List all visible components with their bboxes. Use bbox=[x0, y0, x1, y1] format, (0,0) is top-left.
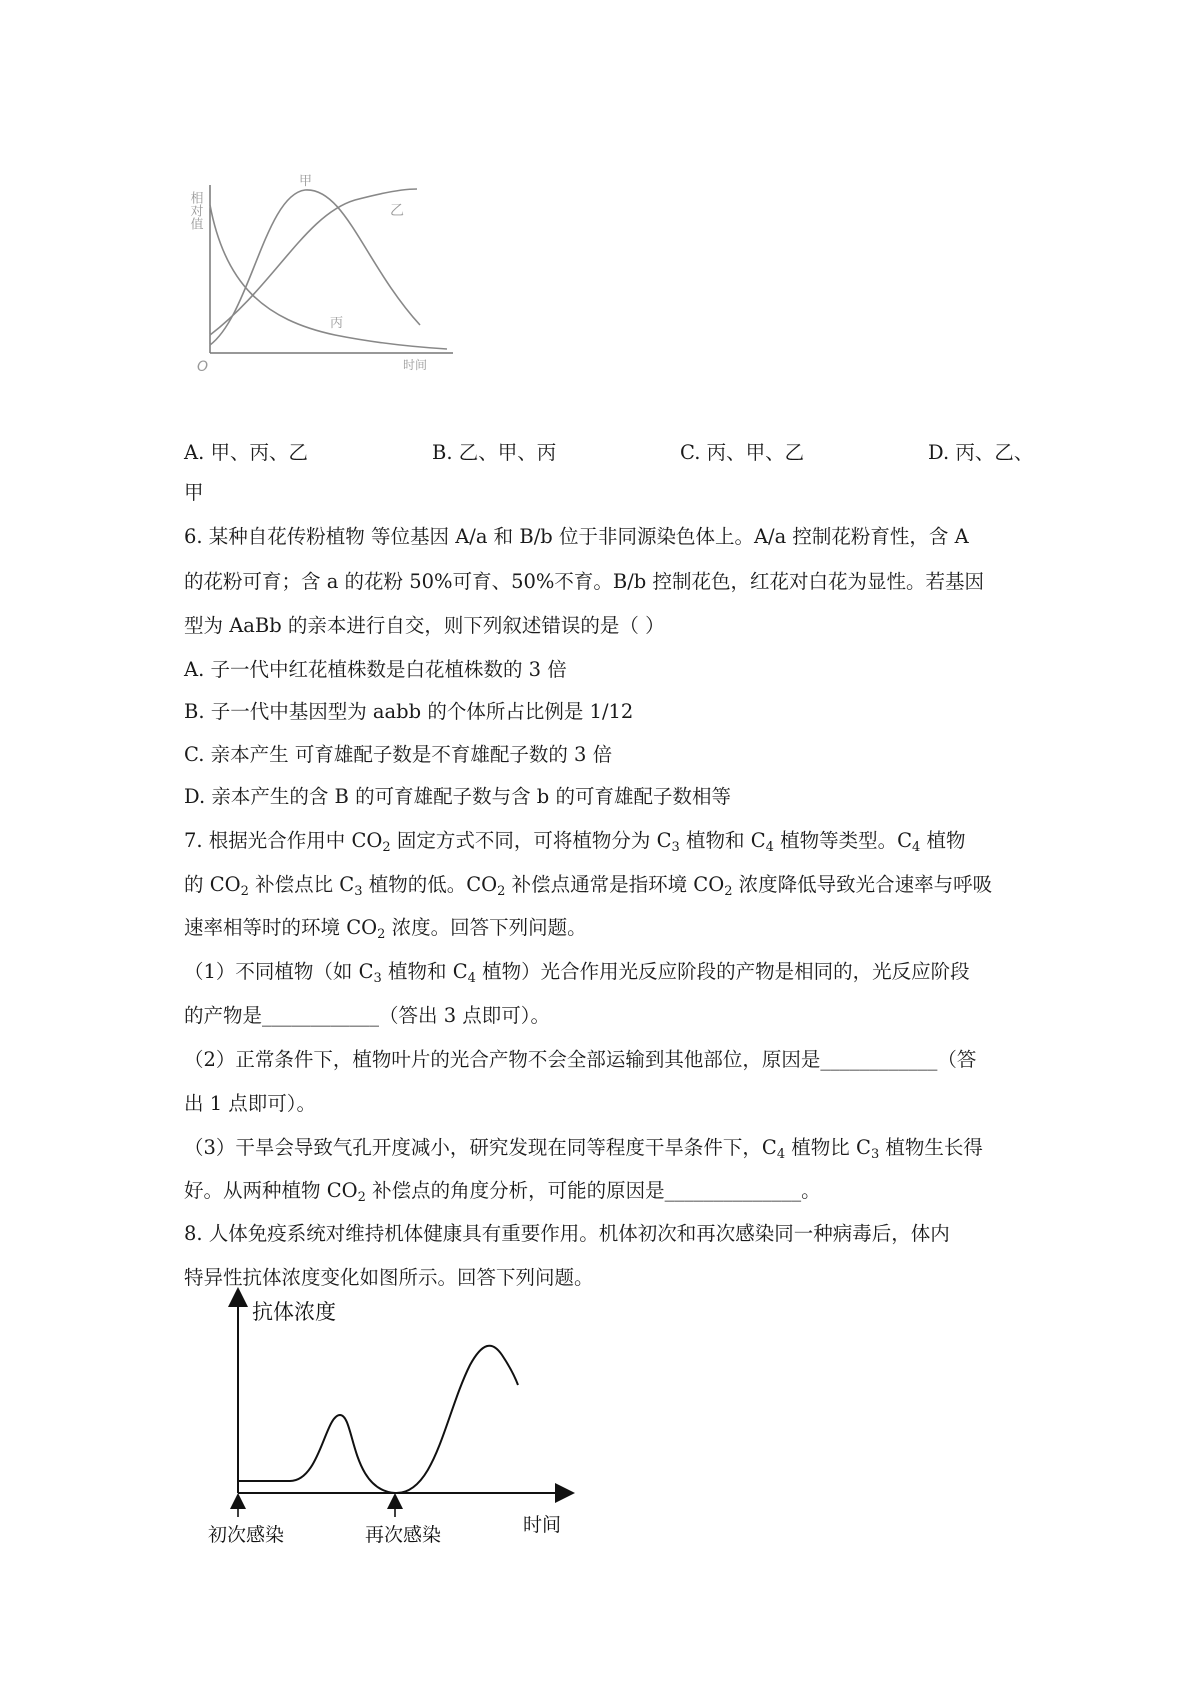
antibody-curve bbox=[238, 1346, 518, 1493]
q6-stem-line2: 的花粉可育；含 a 的花粉 50%可育、50%不育。B/b 控制花色，红花对白花为显性。若基因 bbox=[184, 570, 984, 593]
q7-stem-line3: 速率相等时的环境 $CO_2$ 浓度。回答下列问题。 bbox=[184, 916, 587, 942]
q7-part1-line1: （1）不同植物（如 $C_3$ 植物和 $C_4$ 植物）光合作用光反应阶段的产物是相同的，光反应阶段 bbox=[184, 960, 970, 986]
curve-bing bbox=[210, 205, 447, 349]
q5-option-a: A. 甲、丙、乙 bbox=[184, 441, 308, 464]
q6-option-d: D. 亲本产生的含 B 的可育雄配子数与含 b 的可育雄配子数相等 bbox=[184, 785, 731, 808]
q7-stem-line1: 7. 根据光合作用中 $CO_2$ 固定方式不同，可将植物分为 $C_3$ 植物和 $C_4$ 植物等类型。$C_4$ 植物 bbox=[184, 829, 966, 855]
q7-part2-line2: 出 1 点即可）。 bbox=[184, 1092, 317, 1115]
q6-option-c: C. 亲本产生 可育雄配子数是不育雄配子数的 3 倍 bbox=[184, 743, 613, 766]
x-axis-label: 时间 bbox=[523, 1514, 562, 1536]
q5-option-d: D. 丙、乙、 bbox=[928, 441, 1034, 464]
origin-label: O bbox=[197, 359, 209, 375]
curve-yi bbox=[210, 189, 417, 335]
q6-option-a: A. 子一代中红花植株数是白花植株数的 3 倍 bbox=[184, 658, 567, 681]
q6-option-b: B. 子一代中基因型为 aabb 的个体所占比例是 1/12 bbox=[184, 700, 634, 723]
x-axis-label: 时间 bbox=[403, 358, 428, 372]
q8-stem-line2: 特异性抗体浓度变化如图所示。回答下列问题。 bbox=[184, 1266, 594, 1289]
q5-option-c: C. 丙、甲、乙 bbox=[680, 441, 805, 464]
q7-stem-line2: 的 $CO_2$ 补偿点比 $C_3$ 植物的低。$CO_2$ 补偿点通常是指环境 $CO_2$ 浓度降低导致光合速率与呼吸 bbox=[184, 873, 993, 899]
relative-value-chart bbox=[187, 174, 465, 405]
q7-part2-line1: （2）正常条件下，植物叶片的光合产物不会全部运输到其他部位，原因是____________（答 bbox=[184, 1048, 977, 1071]
q5-option-b: B. 乙、甲、丙 bbox=[432, 441, 557, 464]
q6-stem-line3: 型为 AaBb 的亲本进行自交，则下列叙述错误的是（ ） bbox=[184, 614, 665, 637]
first-infection-label: 初次感染 bbox=[208, 1524, 285, 1546]
q8-stem-line1: 8. 人体免疫系统对维持机体健康具有重要作用。机体初次和再次感染同一种病毒后，体内 bbox=[184, 1222, 950, 1245]
curve-jia bbox=[210, 190, 420, 345]
q7-part1-line2: 的产物是____________（答出 3 点即可）。 bbox=[184, 1004, 551, 1027]
second-infection-label: 再次感染 bbox=[365, 1524, 442, 1546]
series-label-jia: 甲 bbox=[299, 174, 313, 189]
q5-option-d-cont: 甲 bbox=[184, 481, 204, 504]
q7-part3-line1: （3）干旱会导致气孔开度减小，研究发现在同等程度干旱条件下，$C_4$ 植物比 $C_3$ 植物生长得 bbox=[184, 1136, 983, 1162]
y-axis-label: 相对值 bbox=[187, 191, 203, 230]
q7-part3-line2: 好。从两种植物 $CO_2$ 补偿点的角度分析，可能的原因是______________。 bbox=[184, 1179, 821, 1205]
series-label-bing: 丙 bbox=[330, 316, 344, 331]
y-axis-label: 抗体浓度 bbox=[252, 1300, 336, 1324]
antibody-concentration-chart bbox=[208, 1285, 590, 1560]
series-label-yi: 乙 bbox=[390, 203, 404, 219]
q6-stem-line1: 6. 某种自花传粉植物 等位基因 A/a 和 B/b 位于非同源染色体上。A/a 控制花粉育性，含 A bbox=[184, 525, 969, 548]
